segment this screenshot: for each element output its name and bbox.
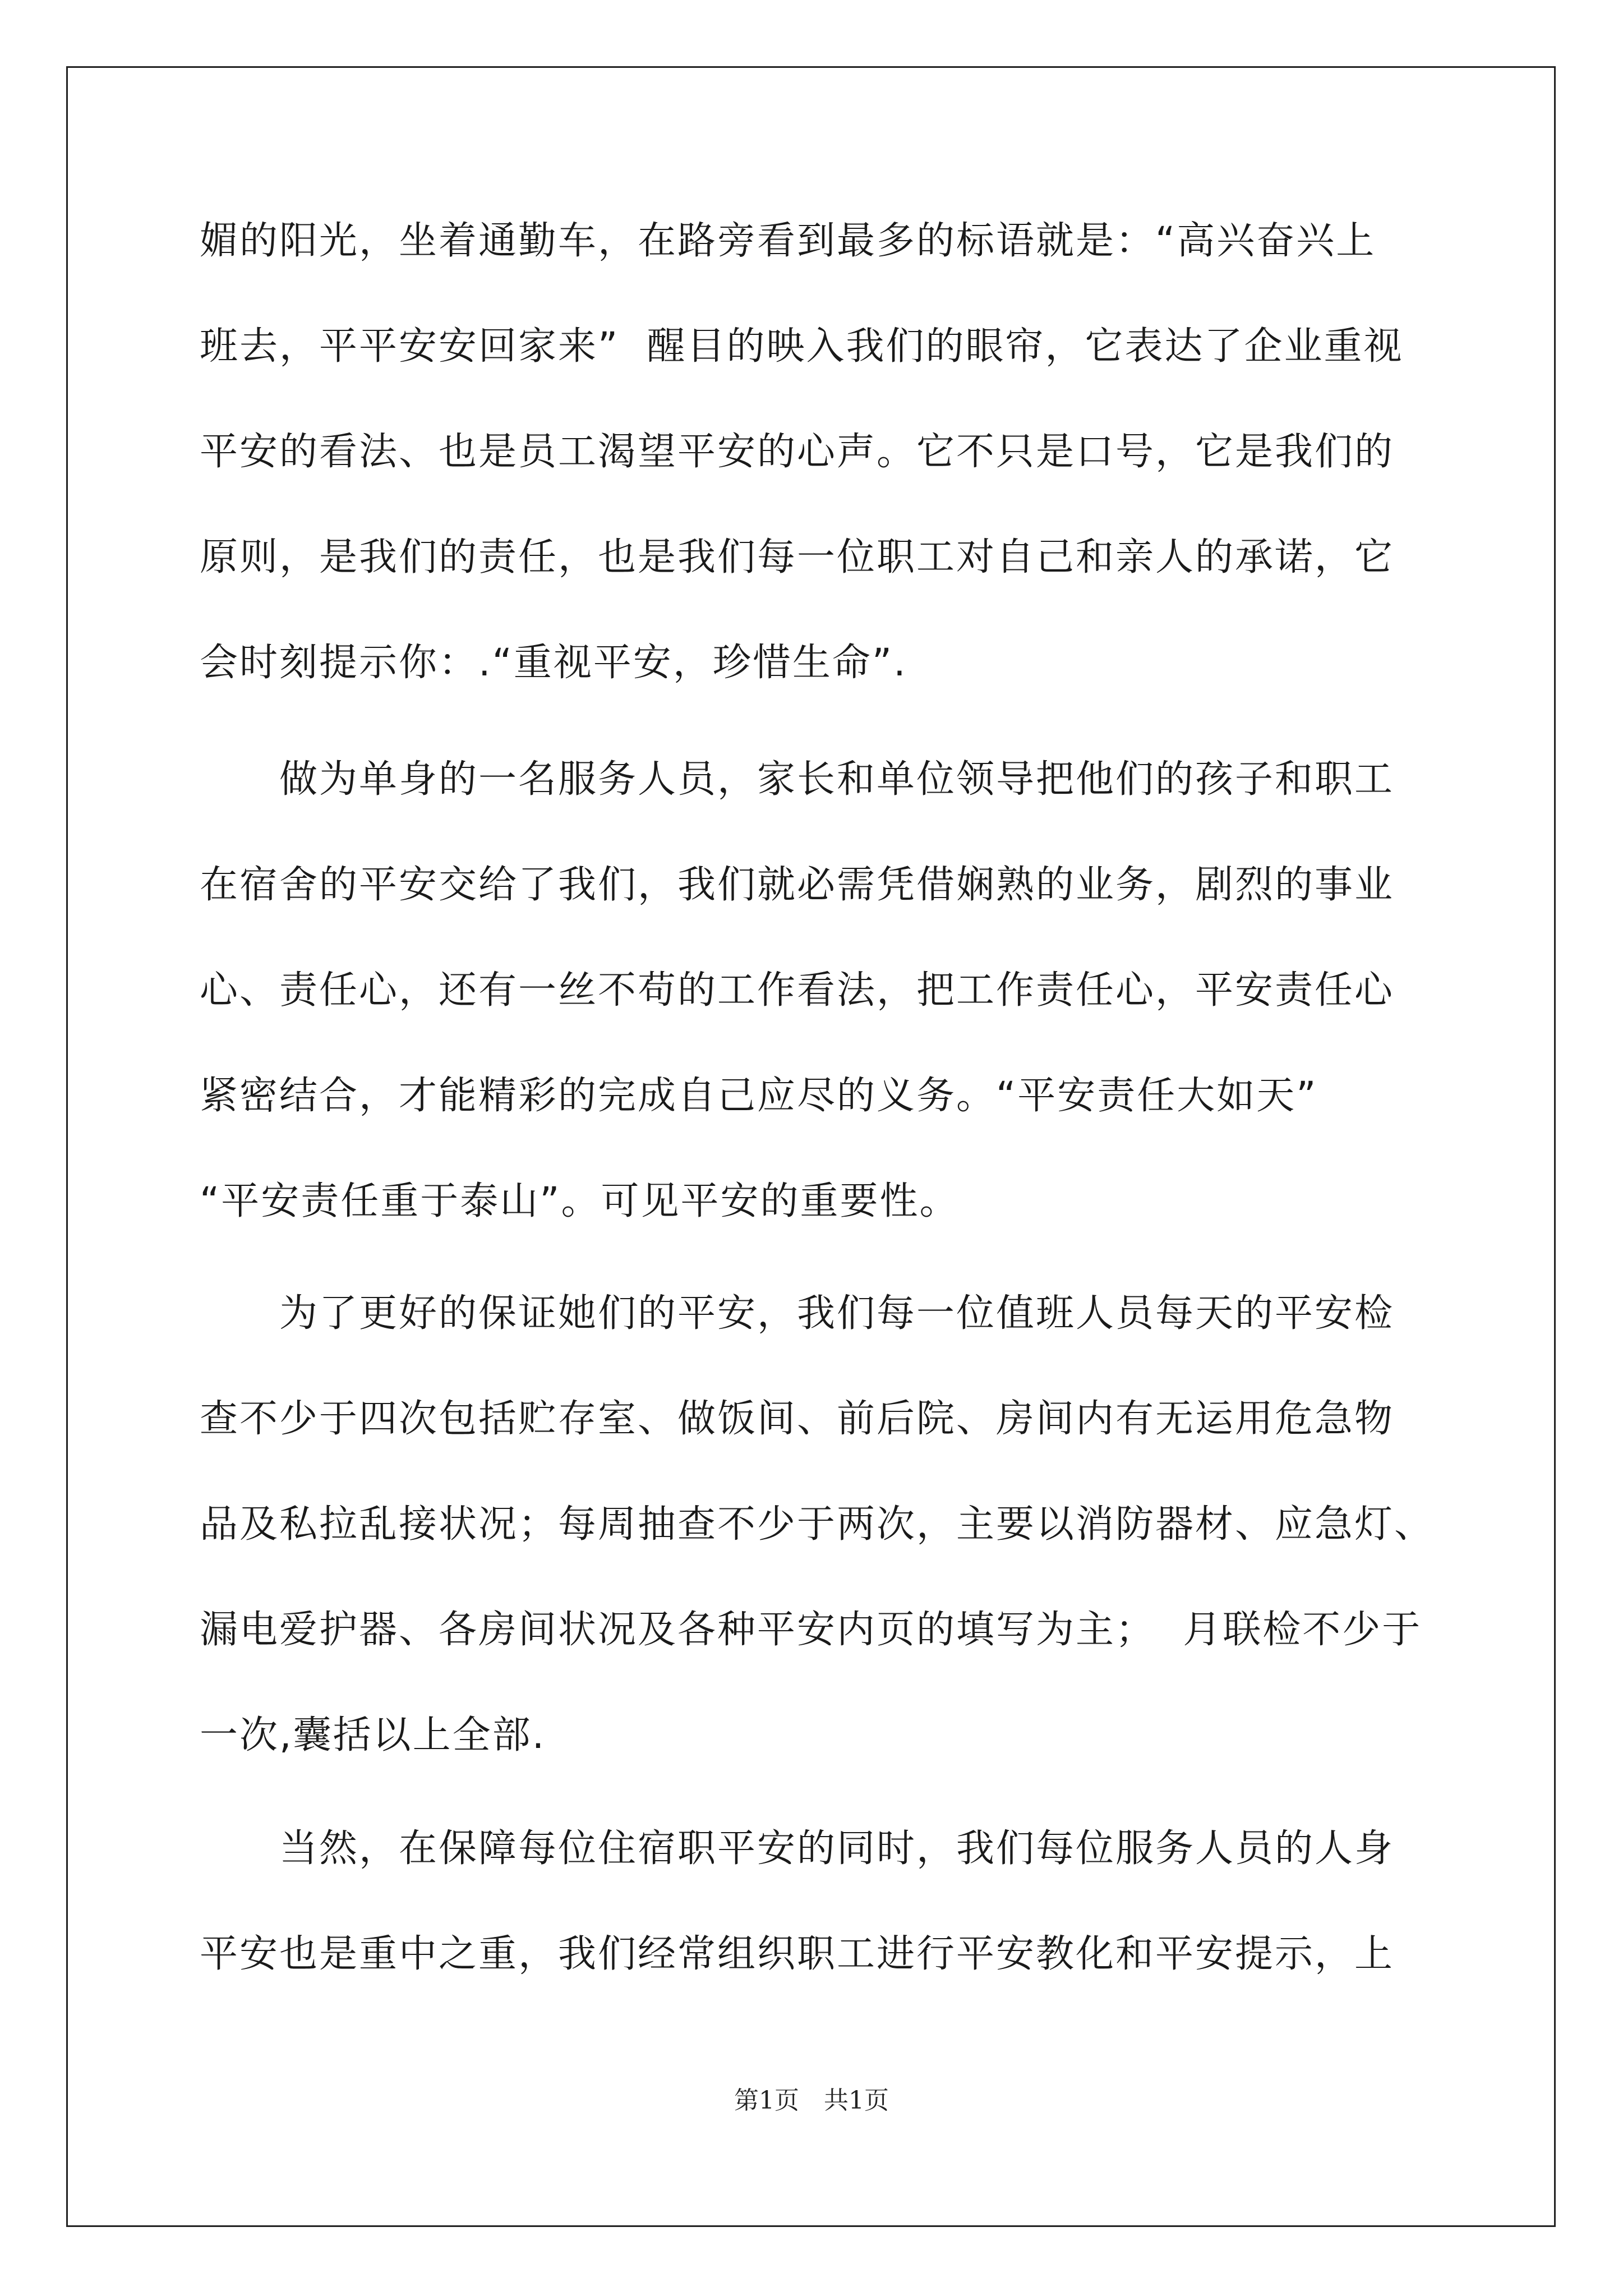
- body-line: 心、责任心，还有一丝不苟的工作看法，把工作责任心，平安责任心: [200, 968, 1395, 1013]
- page-footer: 第1页 共1页: [734, 2086, 889, 2115]
- body-line: 平安的看法、也是员工渴望平安的心声。它不只是口号，它是我们的: [200, 430, 1395, 474]
- body-line: 平安也是重中之重，我们经常组织职工进行平安教化和平安提示，上: [200, 1932, 1395, 1976]
- body-line: 一次,囊括以上全部.: [200, 1713, 546, 1757]
- body-line: 当然，在保障每位住宿职平安的同时，我们每位服务人员的人身: [200, 1826, 1395, 1871]
- body-line: 会时刻提示你：.“重视平安，珍惜生命”.: [200, 641, 907, 685]
- body-line: 在宿舍的平安交给了我们，我们就必需凭借娴熟的业务，剧烈的事业: [200, 863, 1395, 907]
- body-line: “平安责任重于泰山”。可见平安的重要性。: [200, 1179, 960, 1223]
- body-line: 紧密结合，才能精彩的完成自己应尽的义务。“平安责任大如天”: [200, 1074, 1318, 1118]
- body-line: 漏电爱护器、各房间状况及各种平安内页的填写为主； 月联检不少于: [200, 1608, 1422, 1652]
- page-border: [66, 66, 1556, 2227]
- body-line: 做为单身的一名服务人员，家长和单位领导把他们的孩子和职工: [200, 757, 1395, 802]
- body-line: 班去，平平安安回家来” 醒目的映入我们的眼帘，它表达了企业重视: [200, 324, 1404, 369]
- body-line: 查不少于四次包括贮存室、做饭间、前后院、房间内有无运用危急物: [200, 1397, 1395, 1441]
- body-line: 媚的阳光，坐着通勤车，在路旁看到最多的标语就是：“高兴奋兴上: [200, 219, 1376, 263]
- body-line: 为了更好的保证她们的平安，我们每一位值班人员每天的平安检: [200, 1291, 1395, 1336]
- body-line: 品及私拉乱接状况；每周抽查不少于两次，主要以消防器材、应急灯、: [200, 1502, 1435, 1547]
- body-line: 原则，是我们的责任，也是我们每一位职工对自己和亲人的承诺，它: [200, 535, 1395, 579]
